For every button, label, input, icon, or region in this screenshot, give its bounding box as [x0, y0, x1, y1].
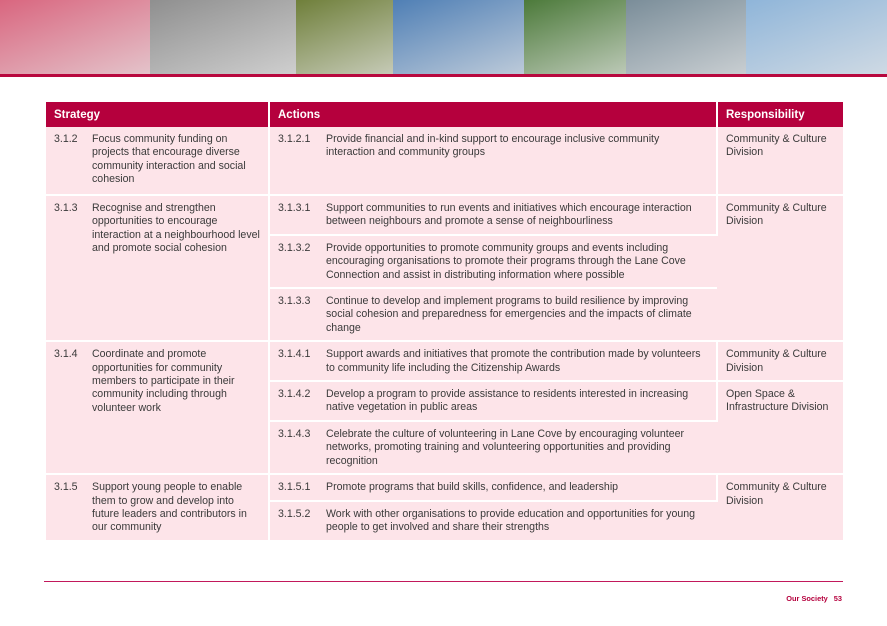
- responsibility-cell: Community & Culture Division: [717, 474, 843, 541]
- frog-photo: [296, 0, 393, 74]
- action-cell: [269, 341, 717, 381]
- footer-divider: [44, 581, 843, 582]
- action-cell: [269, 381, 717, 421]
- electric-car-charging-photo: [150, 0, 296, 74]
- action-number: 3.1.3.1: [278, 202, 311, 214]
- action-number: 3.1.4.1: [278, 348, 311, 361]
- action-text: Celebrate the culture of volunteering in Lane Cove by encouraging volunteer networks, promoting training and volunteering opportunities and providing recognition: [326, 427, 685, 467]
- action-cell: [269, 288, 717, 341]
- strategy-text: Focus community funding on projects that encourage diverse community interaction and social cohesion: [92, 133, 246, 186]
- action-number: 3.1.4.3: [278, 427, 311, 440]
- plaza-building-photo: [746, 0, 887, 74]
- action-text: Work with other organisations to provide education and opportunities for young people to get involved and share their strengths: [326, 507, 696, 534]
- action-cell: [269, 501, 717, 541]
- action-text: Support awards and initiatives that promote the contribution made by volunteers to community life including the Citizenship Awards: [326, 348, 701, 374]
- responsibility-cell: Community & Culture Division: [717, 341, 843, 381]
- action-number: 3.1.4.2: [278, 388, 311, 401]
- table-row: [46, 127, 843, 195]
- footer-section-title: Our Society: [786, 594, 828, 603]
- action-number: 3.1.3.3: [278, 295, 311, 308]
- action-text: Continue to develop and implement programs to build resilience by improving social cohesion and preparedness for emergencies and the impacts of climate change: [326, 295, 692, 334]
- strategy-cell: [46, 195, 269, 341]
- action-number: 3.1.5.1: [278, 481, 311, 494]
- strategy-cell: [46, 341, 269, 474]
- strategy-number: 3.1.2: [54, 133, 78, 145]
- action-cell: [269, 235, 717, 288]
- table-row: [46, 195, 843, 235]
- street-walkers-photo: [626, 0, 746, 74]
- table-row: [46, 341, 843, 381]
- banner-divider: [0, 74, 887, 77]
- page-footer: [786, 594, 842, 603]
- responsibility-cell: Community & Culture Division: [717, 195, 843, 341]
- strategy-number: 3.1.3: [54, 202, 78, 214]
- header-responsibility: Responsibility: [717, 102, 843, 127]
- table-header-row: [46, 102, 843, 127]
- action-number: 3.1.5.2: [278, 507, 311, 520]
- strategy-number: 3.1.5: [54, 481, 78, 494]
- action-cell: [269, 421, 717, 474]
- children-bushwalk-photo: [524, 0, 626, 74]
- action-cell: [269, 474, 717, 501]
- photo-banner: [0, 0, 887, 74]
- action-text: Support communities to run events and initiatives which encourage interaction between neighbours and promote a sense of neighbourliness: [326, 202, 692, 228]
- strategy-number: 3.1.4: [54, 348, 78, 361]
- action-number: 3.1.2.1: [278, 133, 311, 145]
- header-actions: Actions: [269, 102, 717, 127]
- action-text: Promote programs that build skills, confidence, and leadership: [326, 481, 619, 494]
- responsibility-cell: Community & Culture Division: [717, 127, 843, 195]
- action-text: Develop a program to provide assistance to residents interested in increasing native vegetation in public areas: [326, 388, 689, 414]
- strategy-text: Recognise and strengthen opportunities to encourage interaction at a neighbourhood level and promote social cohesion: [92, 202, 260, 255]
- header-strategy: Strategy: [46, 102, 269, 127]
- action-text: Provide opportunities to promote community groups and events including encouraging organisations to promote their programs through the Lane Cove Connection and assist in distributing information where possible: [326, 241, 686, 281]
- page-number: 53: [833, 594, 842, 603]
- strategy-table: [46, 102, 843, 542]
- action-cell: [269, 195, 717, 235]
- action-cell: [269, 127, 717, 195]
- family-park-picnic-photo: [393, 0, 524, 74]
- strategy-cell: [46, 127, 269, 195]
- strategy-text: Support young people to enable them to grow and develop into future leaders and contributors in our community: [92, 481, 247, 534]
- action-text: Provide financial and in-kind support to encourage inclusive community interaction and community groups: [326, 133, 660, 159]
- table-row: [46, 474, 843, 501]
- action-number: 3.1.3.2: [278, 241, 311, 254]
- children-in-library-nook-photo: [0, 0, 150, 74]
- strategy-text: Coordinate and promote opportunities for community members to participate in their community including through volunteer work: [92, 348, 235, 414]
- strategy-cell: [46, 474, 269, 541]
- responsibility-cell: Open Space & Infrastructure Division: [717, 381, 843, 474]
